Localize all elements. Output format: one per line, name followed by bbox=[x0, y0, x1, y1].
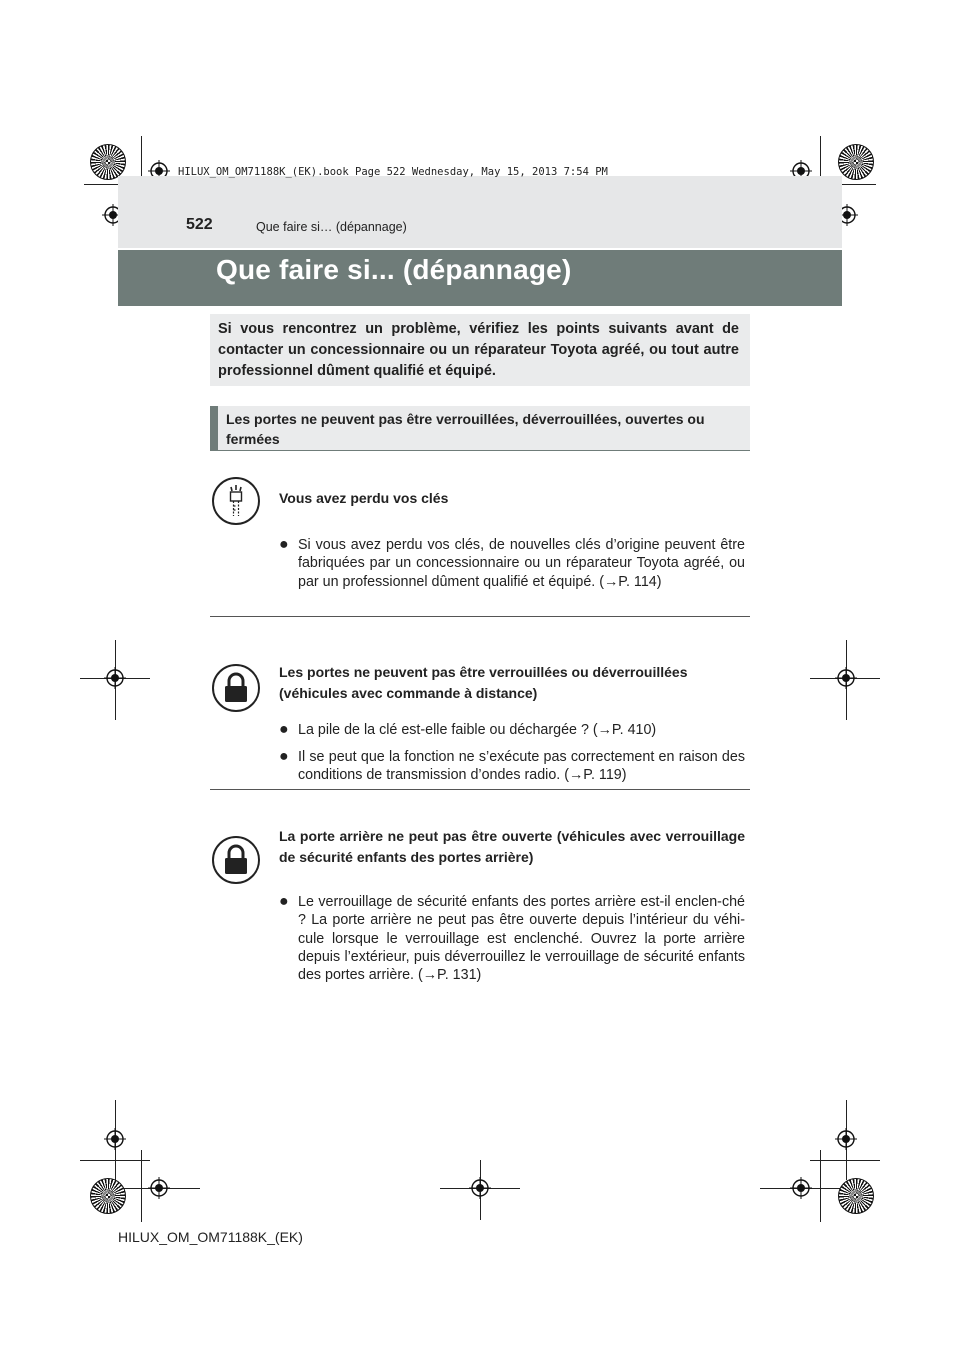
registration-target-icon bbox=[104, 667, 126, 689]
page-title: Que faire si... (dépannage) bbox=[216, 254, 572, 285]
registration-target-icon bbox=[469, 1177, 491, 1199]
bullet-marker: ● bbox=[279, 748, 289, 765]
page-number: 522 bbox=[186, 216, 213, 233]
intro-text: Si vous rencontrez un problème, vérifiez les points suivants avant de contacter un concessionnaire ou un réparateur Toyota agréé, ou tout autre professionnel dûment qualifié et équipé. bbox=[218, 321, 739, 379]
header-band bbox=[118, 176, 842, 248]
registration-target-icon bbox=[148, 1177, 170, 1199]
bullet-text: La pile de la clé est-elle faible ou déchargée ? (→P. 410) bbox=[298, 722, 657, 738]
section-heading: Les portes ne peuvent pas être verrouillées, déverrouillées, ouvertes ou fermées bbox=[226, 411, 705, 447]
bullet-marker: ● bbox=[279, 721, 289, 738]
registration-target-icon bbox=[835, 1128, 857, 1150]
key-icon bbox=[212, 477, 260, 525]
section-heading-bar bbox=[210, 406, 218, 451]
item-separator bbox=[210, 616, 750, 617]
bullet-text: Il se peut que la fonction ne s’exécute pas correctement en raison des conditions de transmission d’ondes radio. (→P. 119) bbox=[298, 749, 745, 784]
registration-target-icon bbox=[790, 1177, 812, 1199]
lock-icon bbox=[212, 664, 260, 712]
color-wheel-icon bbox=[838, 1178, 874, 1214]
color-wheel-icon bbox=[90, 1178, 126, 1214]
registration-target-icon bbox=[104, 1128, 126, 1150]
bullet-marker: ● bbox=[279, 893, 289, 910]
color-wheel-icon bbox=[90, 144, 126, 180]
lock-icon bbox=[212, 836, 260, 884]
book-info: HILUX_OM_OM71188K_(EK).book Page 522 Wednesday, May 15, 2013 7:54 PM bbox=[178, 166, 608, 178]
bullet-text: Le verrouillage de sécurité enfants des portes arrière est-il enclen-ché ? La porte arrière ne peut pas être ouverte depuis l’intérieur du véhi-cule lorsque le verrouillage est enclenché. Ouvrez la porte arrière depuis l’extérieur, puis déverrouillez le verrouillage de sécurité enfants des portes arrière. (→P. 131) bbox=[298, 894, 745, 984]
footer-code: HILUX_OM_OM71188K_(EK) bbox=[118, 1229, 303, 1245]
running-head: Que faire si… (dépannage) bbox=[256, 220, 407, 234]
item-title: Les portes ne peuvent pas être verrouillées ou déverrouillées (véhicules avec commande à distance) bbox=[279, 664, 688, 701]
color-wheel-icon bbox=[838, 144, 874, 180]
item-title: La porte arrière ne peut pas être ouverte (véhicules avec verrouillage de sécurité enfants des portes arrière) bbox=[279, 828, 745, 865]
bullet-text: Si vous avez perdu vos clés, de nouvelles clés d’origine peuvent être fabriquées par un concessionnaire ou un réparateur Toyota agréé, ou par un professionnel dûment qualifié et équipé. (→P. 114) bbox=[298, 537, 745, 590]
bullet-marker: ● bbox=[279, 536, 289, 553]
item-separator bbox=[210, 789, 750, 790]
registration-target-icon bbox=[835, 667, 857, 689]
item-title: Vous avez perdu vos clés bbox=[279, 490, 449, 506]
